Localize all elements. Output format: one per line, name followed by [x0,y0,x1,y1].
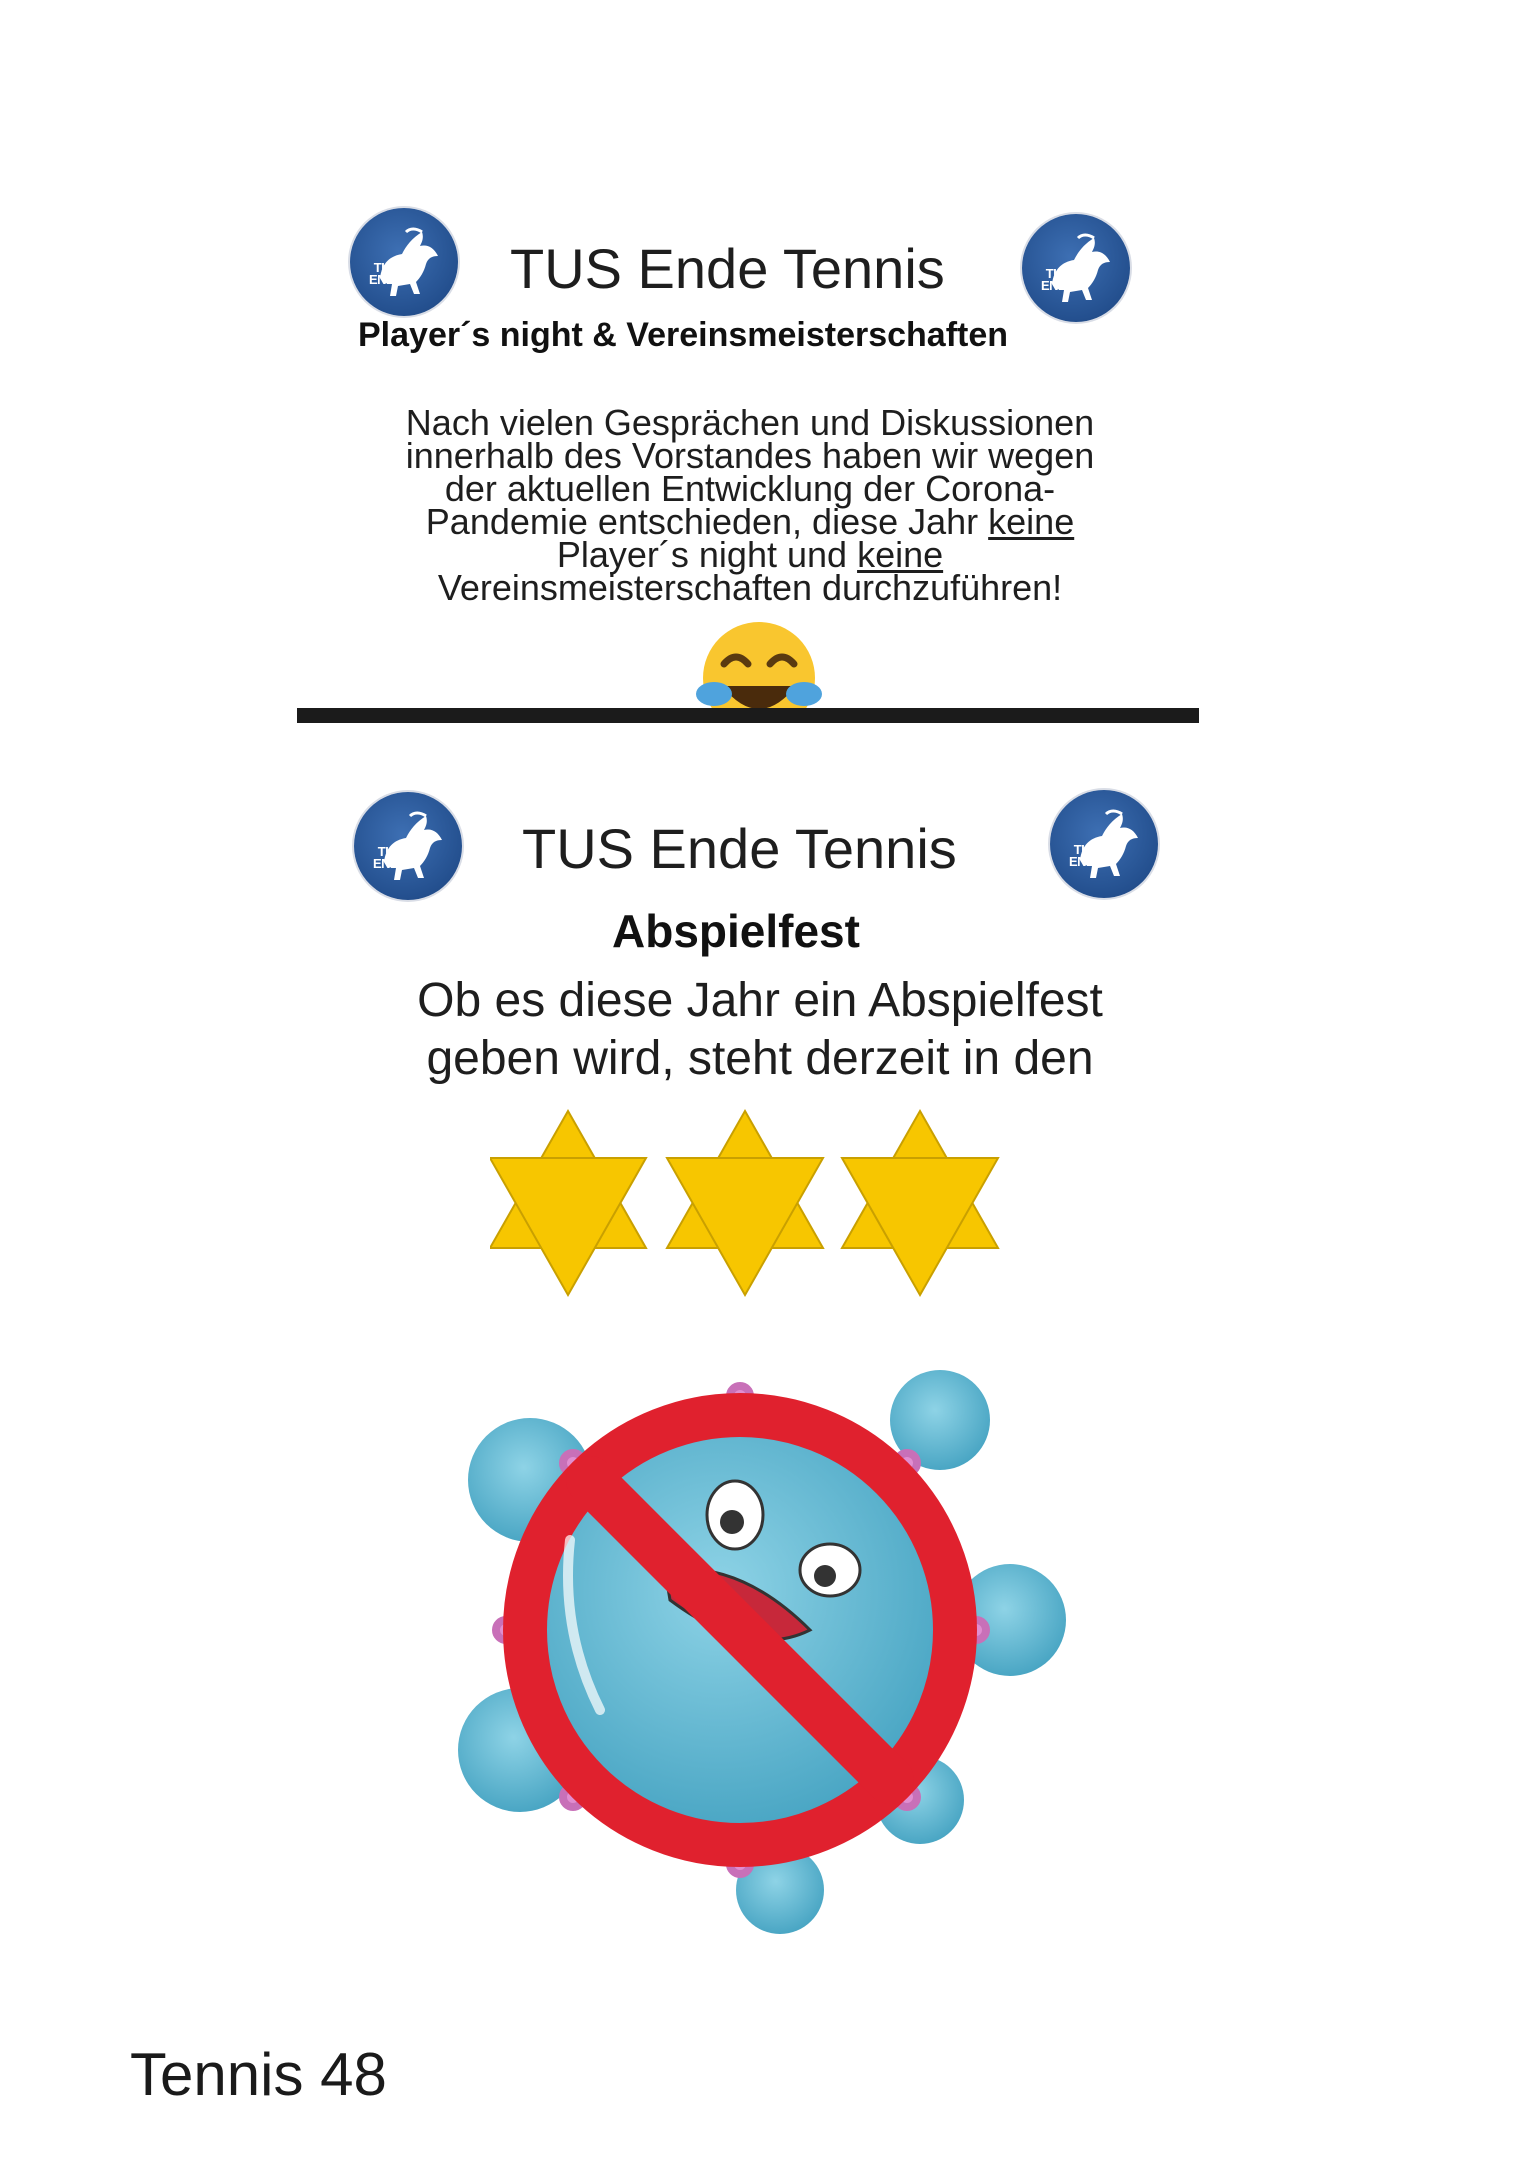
body-line: Nach vielen Gesprächen und Diskussionen [405,402,1095,443]
star-icon [667,1111,823,1295]
body-line: Pandemie entschieden, diese Jahr keine [425,501,1075,542]
stars-row [490,1108,1010,1298]
body-line: Vereinsmeisterschaften durchzuführen! [437,567,1063,608]
club-logo-left [354,792,462,900]
section-divider [297,708,1199,723]
page-number: Tennis 48 [130,2041,387,2108]
body-line: Ob es diese Jahr ein Abspielfest [417,974,1103,1027]
logo-text: TUS ENDE [368,260,404,287]
emphasis-keine: keine [988,501,1075,542]
flyer2-body [320,972,1200,1088]
logo-text: TUS ENDE [372,844,408,871]
body-line: innerhalb des Vorstandes haben wir wegen [405,435,1095,476]
star-icon [842,1111,998,1295]
star-icon [490,1111,646,1295]
flyer1-title: TUS Ende Tennis [510,237,945,300]
club-logo-right [1050,790,1158,898]
laughing-crying-face-icon [684,614,834,714]
flyer2-title: TUS Ende Tennis [522,817,957,880]
body-line: geben wird, steht derzeit in den [426,1032,1094,1085]
club-logo-left [350,208,458,316]
flyer1-subtitle: Player´s night & Vereinsmeisterschaften [358,316,1009,354]
logo-text: TUS ENDE [1068,842,1104,869]
body-line: der aktuellen Entwicklung der Corona- [444,468,1056,509]
club-logo-right [1022,214,1130,322]
emphasis-keine: keine [857,534,944,575]
body-line: Player´s night und keine [556,534,944,575]
logo-text: TUS ENDE [1040,266,1076,293]
flyer2-subtitle: Abspielfest [612,905,860,957]
flyer1-body [300,402,1200,608]
no-virus-icon [410,1330,1090,1950]
